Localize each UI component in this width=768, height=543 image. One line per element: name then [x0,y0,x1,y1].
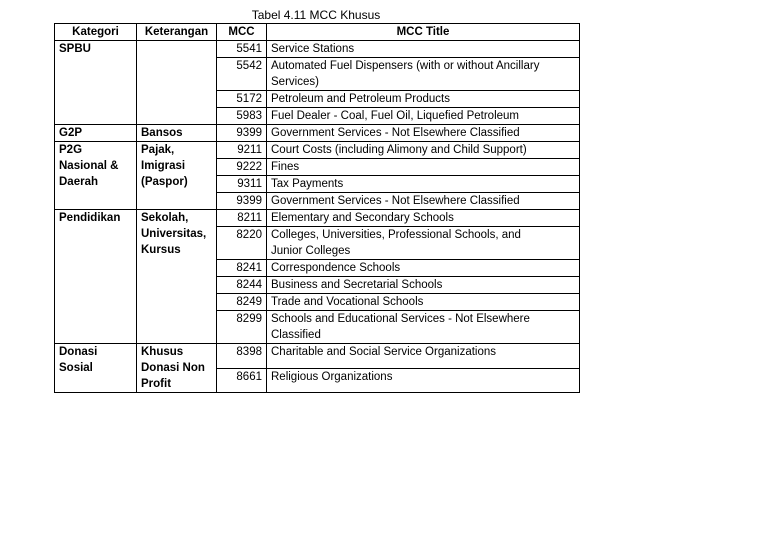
mcc-title-text: Classified [271,329,321,341]
kategori-text: P2G [59,144,83,156]
mcc-title-cell [267,227,580,260]
table-row [55,142,580,159]
table-header-row [55,24,580,41]
keterangan-cell [137,142,217,210]
mcc-code-cell: 9311 [217,176,267,193]
mcc-title-text: Government Services - Not Elsewhere Classified [271,195,520,207]
mcc-code-cell: 8241 [217,260,267,277]
mcc-title-cell [267,344,580,369]
header-kategori: Kategori [55,24,137,41]
mcc-title-text: Junior Colleges [271,245,351,257]
kategori-cell [55,142,137,210]
table-row [55,125,580,142]
mcc-title-text: Services) [271,76,319,88]
table-row [55,344,580,369]
table-row [55,210,580,227]
kategori-text: Nasional & [59,160,119,172]
mcc-title-cell [267,58,580,91]
mcc-code-cell: 9211 [217,142,267,159]
mcc-title-cell [267,108,580,125]
mcc-title-text: Petroleum and Petroleum Products [271,93,450,105]
mcc-title-text: Elementary and Secondary Schools [271,212,454,224]
mcc-title-cell [267,311,580,344]
mcc-title-cell [267,159,580,176]
table-body [55,41,580,393]
header-mcc: MCC [217,24,267,41]
kategori-cell [55,344,137,393]
keterangan-cell [137,41,217,125]
mcc-title-text: Correspondence Schools [271,262,401,274]
mcc-code-cell: 8398 [217,344,267,369]
kategori-cell [55,125,137,142]
keterangan-text: Universitas, [141,228,207,240]
mcc-code-cell: 9399 [217,193,267,210]
keterangan-text: Imigrasi [141,160,186,172]
mcc-code-cell: 5541 [217,41,267,58]
mcc-title-text: Charitable and Social Service Organizations [271,346,497,358]
kategori-text: Pendidikan [59,212,121,224]
kategori-text: G2P [59,127,83,139]
mcc-code-cell: 8220 [217,227,267,260]
keterangan-text: Bansos [141,127,183,139]
keterangan-text: (Paspor) [141,176,188,188]
mcc-code-cell: 8249 [217,294,267,311]
mcc-title-text: Religious Organizations [271,370,393,383]
kategori-cell [55,210,137,344]
mcc-code-cell: 8661 [217,368,267,393]
mcc-table [54,23,580,393]
mcc-title-text: Tax Payments [271,178,344,190]
table-row [55,41,580,58]
mcc-title-text: Fines [271,161,300,173]
header-keterangan: Keterangan [137,24,217,41]
mcc-title-text: Colleges, Universities, Professional Schools, and [271,229,521,241]
mcc-code-cell: 8244 [217,277,267,294]
kategori-text: Donasi [59,346,98,358]
header-mcc-title: MCC Title [267,24,580,41]
mcc-title-cell [267,277,580,294]
table-caption: Tabel 4.11 MCC Khusus [251,8,381,22]
keterangan-cell [137,210,217,344]
mcc-code-cell: 9222 [217,159,267,176]
mcc-code-cell: 5542 [217,58,267,91]
kategori-text: SPBU [59,43,91,55]
mcc-title-text: Schools and Educational Services - Not Elsewhere [271,313,530,325]
kategori-text: Sosial [59,362,93,374]
mcc-title-text: Service Stations [271,43,355,55]
keterangan-text: Kursus [141,244,181,256]
mcc-title-text: Government Services - Not Elsewhere Classified [271,127,520,139]
mcc-title-cell [267,91,580,108]
mcc-title-cell [267,176,580,193]
mcc-title-text: Court Costs (including Alimony and Child Support) [271,144,527,156]
keterangan-text: Profit [141,378,172,390]
kategori-cell [55,41,137,125]
mcc-title-text: Trade and Vocational Schools [271,296,424,308]
kategori-text: Daerah [59,176,98,188]
mcc-title-cell [267,125,580,142]
mcc-title-text: Fuel Dealer - Coal, Fuel Oil, Liquefied Petroleum [271,110,520,122]
mcc-title-cell [267,41,580,58]
keterangan-cell [137,125,217,142]
mcc-title-text: Business and Secretarial Schools [271,279,443,291]
mcc-code-cell: 9399 [217,125,267,142]
keterangan-text: Sekolah, [141,212,189,224]
mcc-title-cell [267,368,580,393]
mcc-title-text: Automated Fuel Dispensers (with or without Ancillary [271,60,540,72]
mcc-title-cell [267,294,580,311]
mcc-code-cell: 5172 [217,91,267,108]
keterangan-text: Pajak, [141,144,175,156]
keterangan-text: Donasi Non [141,362,205,374]
mcc-code-cell: 8299 [217,311,267,344]
keterangan-cell [137,344,217,393]
mcc-code-cell: 8211 [217,210,267,227]
mcc-title-cell [267,142,580,159]
mcc-code-cell: 5983 [217,108,267,125]
mcc-title-cell [267,210,580,227]
mcc-title-cell [267,193,580,210]
keterangan-text: Khusus [141,346,184,358]
mcc-title-cell [267,260,580,277]
